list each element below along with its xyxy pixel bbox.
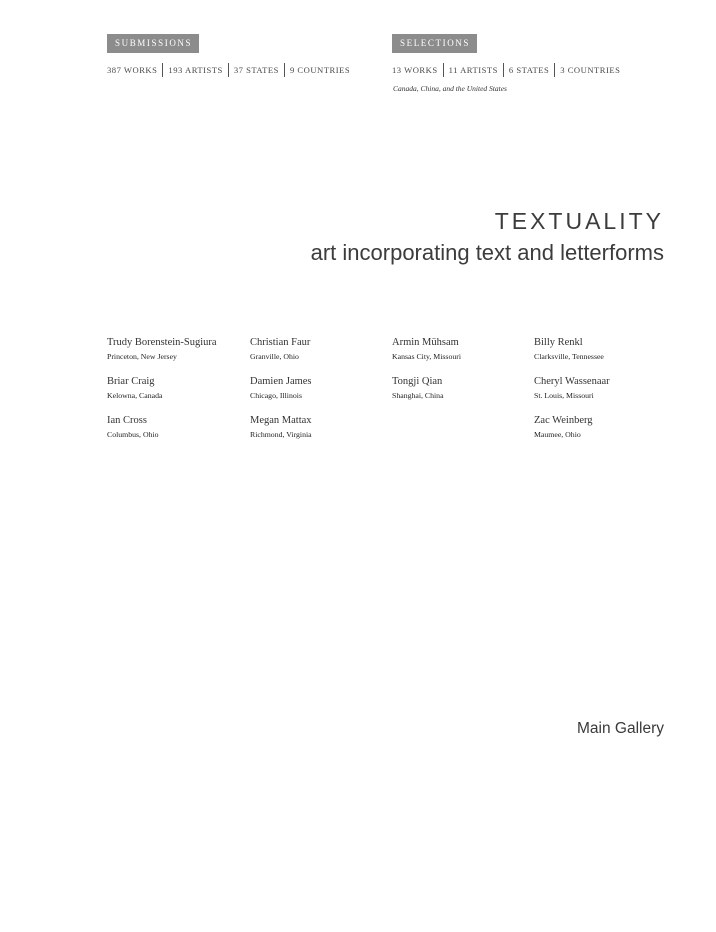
- artist-name: Tongji Qian: [392, 376, 443, 387]
- artist-location: Kelowna, Canada: [107, 391, 163, 400]
- artist-location: Kansas City, Missouri: [392, 352, 462, 361]
- artist-entry: [392, 375, 444, 402]
- artist-entry: [250, 336, 310, 363]
- artist-entry: [392, 336, 461, 363]
- artist-location: Princeton, New Jersey: [107, 352, 177, 361]
- artist-location: Columbus, Ohio: [107, 430, 159, 439]
- submissions-artists: 193 ARTISTS: [162, 63, 227, 77]
- artist-name: Christian Faur: [250, 337, 311, 348]
- artist-name: Damien James: [250, 376, 312, 387]
- submissions-states: 37 STATES: [228, 63, 284, 77]
- exhibition-title: TEXTUALITY: [494, 208, 664, 234]
- artist-name: Billy Renkl: [534, 337, 583, 348]
- artist-name: Armin Mühsam: [392, 337, 459, 348]
- artist-name: Briar Craig: [107, 376, 155, 387]
- artist-entry: [107, 336, 217, 363]
- artist-entry: [534, 375, 610, 402]
- exhibition-subtitle: art incorporating text and letterforms: [310, 240, 664, 265]
- artist-location: Maumee, Ohio: [534, 430, 581, 439]
- artist-location: Richmond, Virginia: [250, 430, 312, 439]
- selections-artists: 11 ARTISTS: [443, 63, 503, 77]
- artist-entry: [534, 336, 604, 363]
- submissions-label: SUBMISSIONS: [107, 34, 199, 53]
- venue-label: Main Gallery: [577, 720, 664, 737]
- artist-name: Ian Cross: [107, 415, 147, 426]
- artist-entry: [107, 375, 162, 402]
- selections-stats: [392, 63, 625, 77]
- artist-name: Megan Mattax: [250, 415, 312, 426]
- submissions-works: 387 WORKS: [107, 65, 158, 75]
- artist-entry: [534, 414, 593, 441]
- artist-entry: [250, 414, 312, 441]
- artist-entry: [250, 375, 312, 402]
- selections-label: SELECTIONS: [392, 34, 477, 53]
- selections-countries: 3 COUNTRIES: [554, 63, 625, 77]
- artist-name: Zac Weinberg: [534, 415, 593, 426]
- artist-location: St. Louis, Missouri: [534, 391, 594, 400]
- submissions-stats: [107, 63, 355, 77]
- selections-countries-note: Canada, China, and the United States: [393, 84, 507, 93]
- artist-name: Trudy Borenstein-Sugiura: [107, 337, 217, 348]
- selections-works: 13 WORKS: [392, 65, 438, 75]
- artist-entry: [107, 414, 159, 441]
- artist-name: Cheryl Wassenaar: [534, 376, 610, 387]
- artist-location: Chicago, Illinois: [250, 391, 302, 400]
- artist-location: Shanghai, China: [392, 391, 444, 400]
- selections-states: 6 STATES: [503, 63, 554, 77]
- artist-location: Granville, Ohio: [250, 352, 299, 361]
- submissions-countries: 9 COUNTRIES: [284, 63, 355, 77]
- artist-location: Clarksville, Tennessee: [534, 352, 604, 361]
